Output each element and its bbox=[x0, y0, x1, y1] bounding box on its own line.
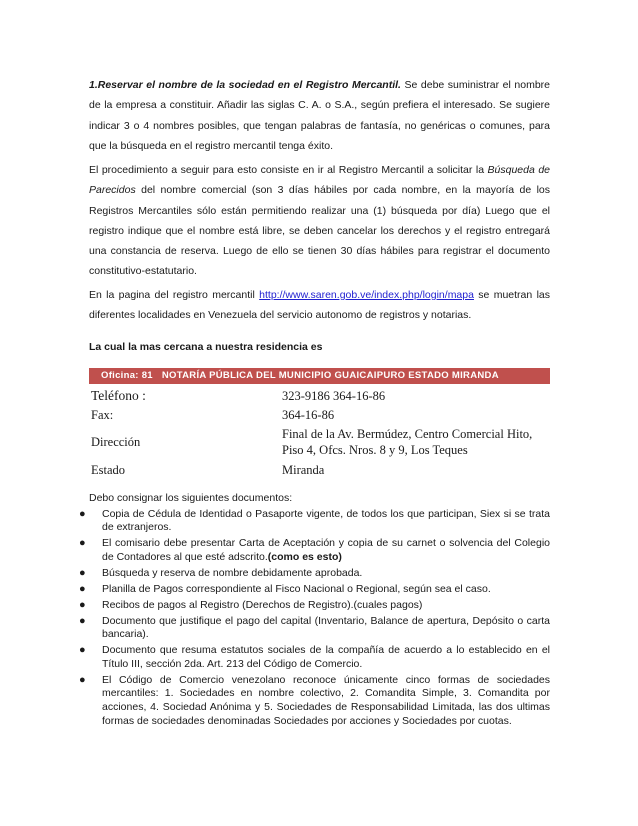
list-item bbox=[79, 673, 550, 729]
list-item bbox=[79, 582, 550, 597]
paragraph-text: del nombre comercial (son 3 días hábiles por cada nombre, en la mayoría de los Registros Mercantiles sólo están permitiendo realizar una (1) búsqueda por día) Luego que el registro indique que el nombre está libre, se deben cancelar los derechos y el registro entregará una constancia de reserva. Luego de ello se tienen 30 días hábiles para registrar el documento constitutivo-estatutario. bbox=[89, 184, 550, 278]
list-item-note: (como es esto) bbox=[267, 551, 342, 563]
list-item-text: Recibos de pagos al Registro (Derechos de Registro).(cuales pagos) bbox=[102, 598, 423, 611]
row-label: Teléfono : bbox=[91, 387, 146, 403]
list-item bbox=[79, 566, 550, 581]
list-item bbox=[79, 537, 550, 564]
row-value: 323-9186 364-16-86 bbox=[282, 388, 386, 403]
row-label: Dirección bbox=[91, 435, 141, 449]
list-item-text: El Código de Comercio venezolano reconoce únicamente cinco formas de sociedades mercantiles: 1. Sociedades en nombre colectivo, 2. Comandita Simple, 3. Comandita por acciones, 4. Sociedad Anónima y 5. Sociedades de Responsabilidad Limitada, las dos ultimas formas de sociedades denominadas Sociedades por acciones y Sociedades por cuotas. bbox=[102, 673, 550, 727]
bullet-icon: ● bbox=[79, 673, 86, 686]
office-info-table bbox=[89, 386, 550, 479]
bullet-icon: ● bbox=[79, 537, 86, 550]
paragraph-registro-link bbox=[89, 285, 550, 326]
row-label: Fax: bbox=[91, 407, 114, 422]
documents-section bbox=[79, 492, 550, 731]
paragraph-text: En la pagina del registro mercantil bbox=[89, 289, 260, 301]
documents-list bbox=[79, 507, 550, 729]
bullet-icon: ● bbox=[79, 507, 86, 520]
list-item bbox=[79, 644, 550, 671]
saren-map-link[interactable]: http://www.saren.gob.ve/index.php/login/mapa bbox=[259, 289, 474, 301]
list-item bbox=[79, 507, 550, 535]
list-item bbox=[79, 598, 550, 613]
table-row bbox=[89, 460, 550, 479]
paragraph-procedimiento bbox=[89, 160, 550, 282]
bullet-icon: ● bbox=[79, 566, 86, 579]
list-item-text: Búsqueda y reserva de nombre debidamente aprobada. bbox=[102, 566, 363, 579]
nearest-office-heading: La cual la mas cercana a nuestra residencia es bbox=[89, 341, 323, 353]
bullet-icon: ● bbox=[79, 598, 86, 611]
row-value: 364-16-86 bbox=[282, 407, 335, 422]
list-item-text: Copia de Cédula de Identidad o Pasaporte vigente, de todos los que participan, Siex si se trata de extranjeros. bbox=[102, 507, 550, 534]
paragraph-text: Se debe suministrar el nombre de la empresa a constituir. Añadir las siglas C. A. o S.A., según prefiera el interesado. Se sugiere indicar 3 o 4 nombres posibles, que tengan palabras de fantasía, no genéricas o comunes, para que la búsqueda en el registro mercantil tenga éxito. bbox=[89, 79, 551, 152]
table-row bbox=[89, 405, 550, 424]
heading-reservar: 1.Reservar el nombre de la sociedad en el Registro Mercantil. bbox=[89, 79, 401, 91]
list-item-text: Documento que resuma estatutos sociales de la compañía de acuerdo a lo establecido en el Título III, sección 2da. Art. 213 del Código de Comercio. bbox=[102, 644, 550, 670]
row-value: Final de la Av. Bermúdez, Centro Comercial Hito, Piso 4, Ofcs. Nros. 8 y 9, Los Teques bbox=[282, 427, 533, 457]
documents-intro: Debo consignar los siguientes documentos: bbox=[89, 492, 293, 504]
bullet-icon: ● bbox=[79, 614, 86, 627]
busqueda-parecidos-term: Búsqueda de Parecidos bbox=[89, 164, 550, 197]
row-label: Estado bbox=[91, 462, 126, 477]
list-item bbox=[79, 614, 550, 642]
list-item-text: Planilla de Pagos correspondiente al Fisco Nacional o Regional, según sea el caso. bbox=[102, 582, 491, 595]
bullet-icon: ● bbox=[79, 644, 86, 657]
table-row bbox=[89, 386, 550, 405]
row-value: Miranda bbox=[282, 462, 325, 477]
list-item-text: Documento que justifique el pago del capital (Inventario, Balance de apertura, Depósito o carta bancaria). bbox=[102, 614, 550, 641]
office-number: Oficina: 81 bbox=[101, 370, 153, 381]
office-banner bbox=[89, 368, 550, 384]
notaria-name: NOTARÍA PÚBLICA DEL MUNICIPIO GUAICAIPURO ESTADO MIRANDA bbox=[161, 370, 499, 381]
bullet-icon: ● bbox=[79, 582, 86, 595]
table-row bbox=[89, 424, 550, 460]
paragraph-text: se muetran las diferentes localidades en Venezuela del servicio autonomo de registros y notarias. bbox=[89, 289, 550, 322]
paragraph-reservar-nombre bbox=[89, 75, 550, 156]
list-item-text: El comisario debe presentar Carta de Aceptación y copia de su carnet o solvencia del Colegio de Contadores al que esté adscrito. bbox=[102, 537, 550, 563]
paragraph-text: El procedimiento a seguir para esto consiste en ir al Registro Mercantil a solicitar la bbox=[89, 164, 488, 176]
